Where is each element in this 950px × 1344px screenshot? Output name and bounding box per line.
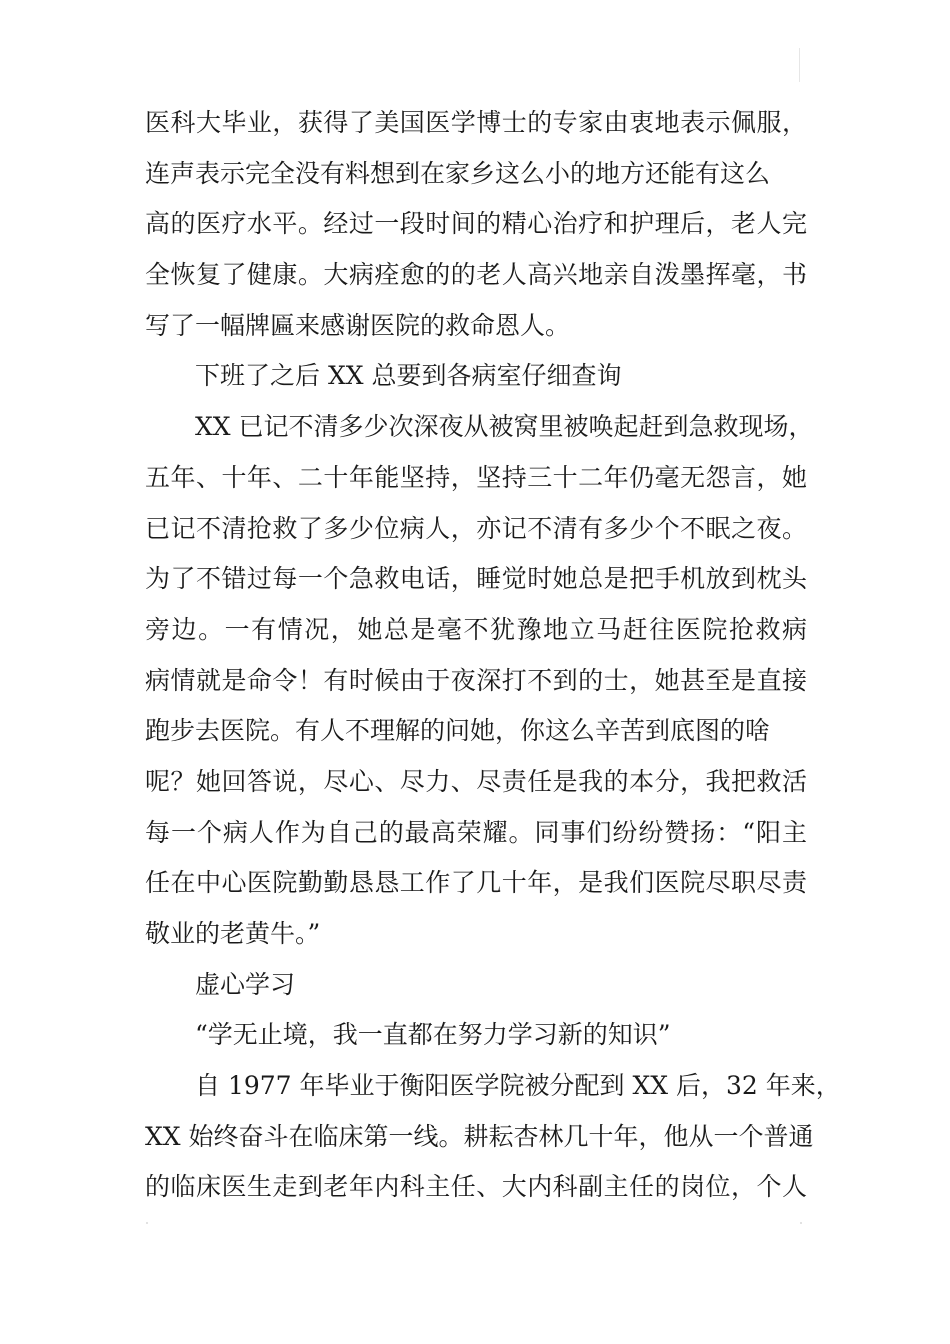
- section-heading-learning: 虚心学习: [195, 969, 296, 999]
- text-line-3: 高的医疗水平。经过一段时间的精心治疗和护理后，老人完: [145, 209, 807, 239]
- text-line-9: 已记不清抢救了多少位病人，亦记不清有多少个不眠之夜。: [145, 513, 807, 543]
- text-line-13: 跑步去医院。有人不理解的问她，你这么辛苦到底图的啥: [145, 716, 771, 746]
- text-line-12: 病情就是命令！有时候由于夜深打不到的士，她甚至是直接: [145, 665, 807, 695]
- text-line-2: 连声表示完全没有料想到在家乡这么小的地方还能有这么: [145, 158, 771, 188]
- text-line-5: 写了一幅牌匾来感谢医院的救命恩人。: [145, 310, 571, 340]
- body-text: [145, 98, 841, 1213]
- text-line-4: 全恢复了健康。大病痊愈的的老人高兴地亲自泼墨挥毫，书: [145, 260, 807, 290]
- text-line-21: XX 始终奋斗在临床第一线。耕耘杏林几十年，他从一个普通: [145, 1121, 814, 1151]
- text-line-15: 每一个病人作为自己的最高荣耀。同事们纷纷赞扬：“阳主: [145, 817, 807, 847]
- text-line-8: 五年、十年、二十年能坚持，坚持三十二年仍毫无怨言，她: [145, 462, 807, 492]
- text-line-20: 自 1977 年毕业于衡阳医学院被分配到 XX 后，32 年来，: [195, 1071, 841, 1101]
- section-heading-after-work: 下班了之后 XX 总要到各病室仔细查询: [195, 361, 622, 391]
- text-line-1: 医科大毕业，获得了美国医学博士的专家由衷地表示佩服，: [145, 108, 807, 137]
- text-line-7: XX 已记不清多少次深夜从被窝里被唤起赶到急救现场，: [195, 412, 814, 442]
- top-right-margin-mark: [799, 48, 800, 82]
- text-line-16: 任在中心医院勤勤恳恳工作了几十年，是我们医院尽职尽责: [145, 868, 807, 898]
- text-line-11: 旁边。一有情况，她总是毫不犹豫地立马赶往医院抢救病: [145, 614, 807, 644]
- text-line-14: 呢？她回答说，尽心、尽力、尽责任是我的本分，我把救活: [145, 766, 807, 796]
- text-line-10: 为了不错过每一个急救电话，睡觉时她总是把手机放到枕头: [145, 564, 807, 594]
- text-line-22: 的临床医生走到老年内科主任、大内科副主任的岗位，个人: [145, 1172, 807, 1202]
- section-quote: “学无止境，我一直都在努力学习新的知识”: [195, 1020, 671, 1050]
- text-line-17: 敬业的老黄牛。”: [145, 919, 321, 948]
- bottom-right-corner-mark: [800, 1222, 802, 1224]
- bottom-left-corner-mark: [146, 1222, 148, 1224]
